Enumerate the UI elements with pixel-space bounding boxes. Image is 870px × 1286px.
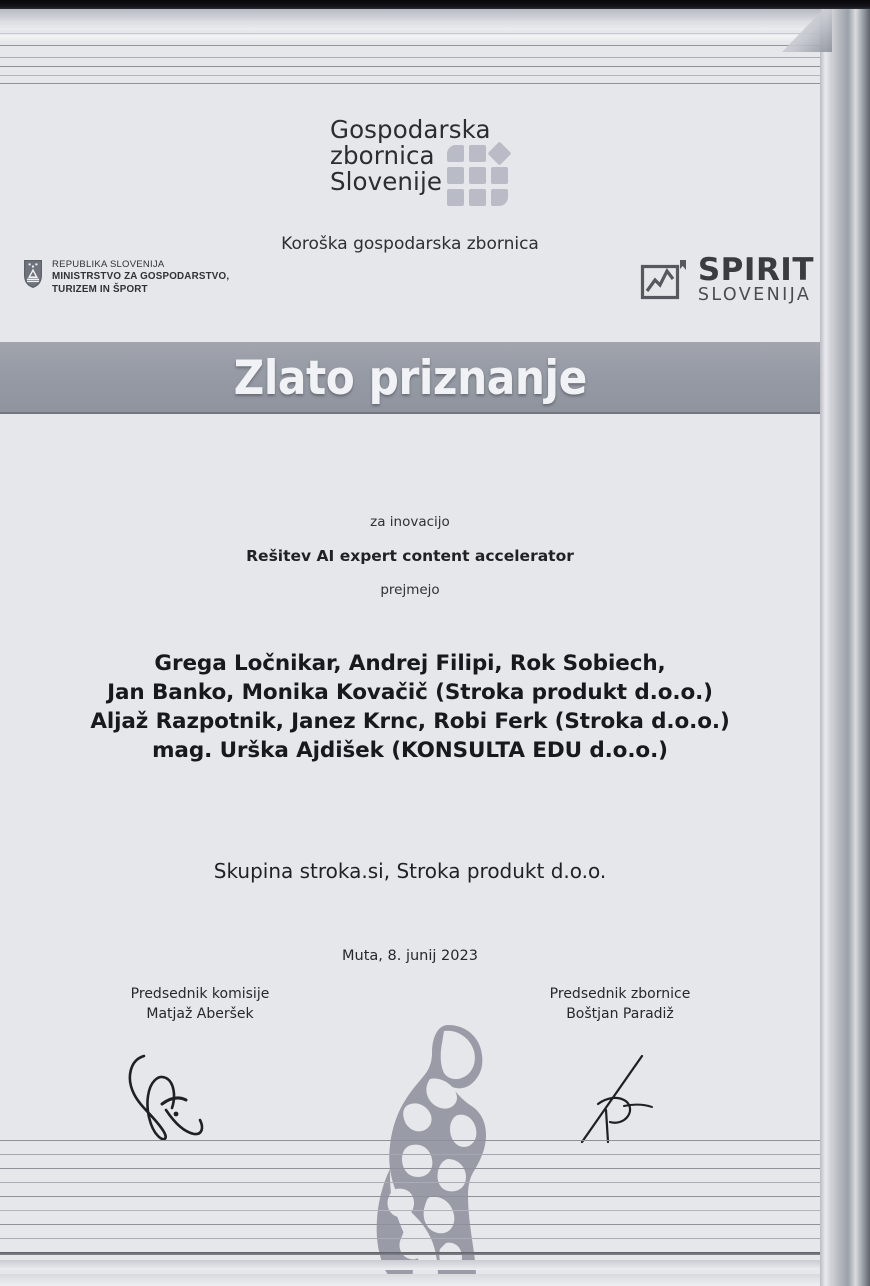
place-and-date: Muta, 8. junij 2023: [342, 948, 478, 964]
spirit-chart-frame-icon: [640, 258, 688, 302]
ministry-line-2: MINISTRSTVO ZA GOSPODARSTVO,: [52, 271, 230, 282]
handwritten-signature-icon: [100, 1038, 300, 1148]
award-title-banner: [0, 342, 820, 414]
page-title: Zlato priznanje: [233, 350, 587, 406]
signature-role: Predsednik komisije: [130, 986, 270, 1002]
frame-top-shadow: [0, 0, 870, 9]
gzs-wordmark-line-3: Slovenije: [330, 167, 443, 196]
spirit-name: SPIRIT: [697, 252, 814, 288]
awarded-to-label: prejmejo: [380, 582, 440, 598]
signature-name: Matjaž Aberšek: [146, 1006, 254, 1022]
ministry-text: [52, 259, 229, 296]
ministry-block: [22, 259, 229, 296]
ministry-line-1: REPUBLIKA SLOVENIJA: [52, 259, 165, 270]
for-label: za inovacijo: [370, 514, 450, 530]
frame-right-rail: [832, 0, 870, 1286]
signature-name: Boštjan Paradiž: [566, 1006, 674, 1022]
certificate-sheet: [0, 9, 820, 1286]
gzs-grid-icon: [447, 145, 509, 207]
list-item: Grega Ločnikar, Andrej Filipi, Rok Sobiech,: [154, 651, 666, 676]
spirit-logo: [640, 252, 814, 305]
slovenia-coat-of-arms-icon: [22, 259, 44, 289]
signature-role: Predsednik zbornice: [549, 986, 691, 1002]
certificate-header: [0, 9, 820, 329]
company-name: Skupina stroka.si, Stroka produkt d.o.o.: [213, 859, 607, 883]
recipients-list: [0, 649, 820, 765]
chamber-subtitle: Koroška gospodarska zbornica: [281, 234, 539, 254]
bottom-decorative-rules: [0, 1136, 820, 1286]
innovation-title: Rešitev AI expert content accelerator: [246, 547, 574, 565]
gzs-wordmark-line-1: Gospodarska: [330, 115, 491, 144]
gzs-wordmark-line-2: zbornica: [330, 141, 435, 170]
handwritten-signature-icon: [520, 1038, 720, 1148]
list-item: mag. Urška Ajdišek (KONSULTA EDU d.o.o.): [152, 738, 668, 763]
list-item: Aljaž Razpotnik, Janez Krnc, Robi Ferk (Stroka d.o.o.): [90, 709, 730, 734]
list-item: Jan Banko, Monika Kovačič (Stroka produkt d.o.o.): [107, 680, 713, 705]
ministry-line-3: TURIZEM IN ŠPORT: [52, 283, 148, 295]
signature-block-left: [50, 984, 350, 1153]
gzs-logo: [330, 117, 520, 207]
spirit-wordmark: [697, 252, 814, 305]
spirit-country: SLOVENIJA: [697, 285, 812, 305]
frame-inner-edge: [820, 0, 832, 1286]
